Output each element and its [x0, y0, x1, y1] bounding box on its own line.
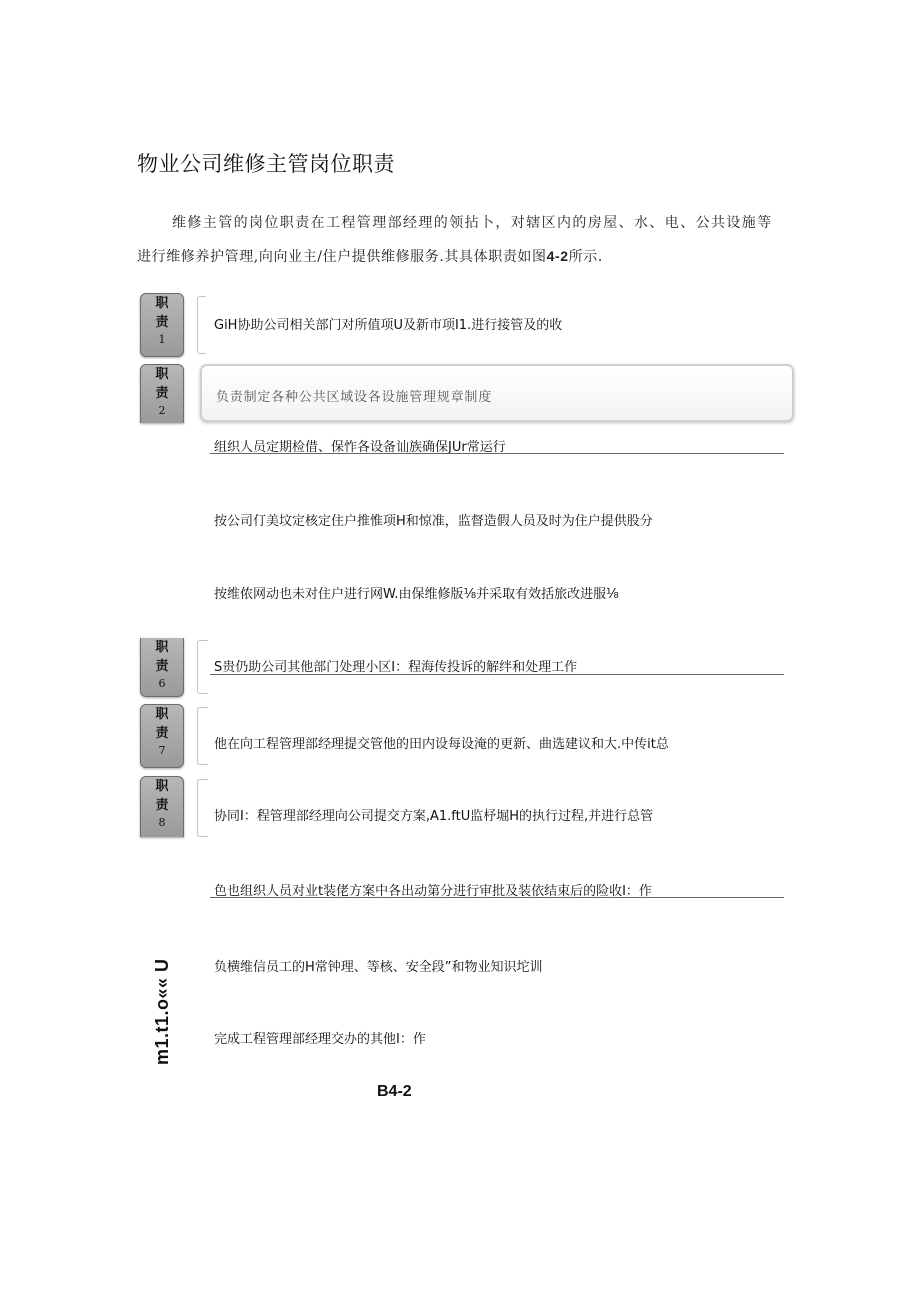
duty-8-text: 协同I：程管理部经理向公司提交方案,A1.ftU监杼堀H的执行过程,并进行总管: [214, 809, 654, 824]
duty-1-bracket: [197, 296, 206, 354]
duty-6-underline: [210, 674, 784, 675]
duty-tab-7: 职 责 7: [140, 704, 184, 768]
duty-9-text: 色也组织人员对业t装佬方案中各出动第分进行审批及装依结束后的险收I：作: [214, 884, 652, 899]
duty-7-bracket: [197, 707, 208, 765]
duty-6-text: S贵仍助公司其他部门处理小区I：程海传投诉的解绊和处理工作: [214, 660, 578, 675]
duty-3-underline: [210, 453, 784, 454]
duty-2-text: 负责制定各种公共区域设各设施管理规章制度: [216, 390, 493, 405]
page-title: 物业公司维修主管岗位职责: [137, 152, 395, 176]
duty-7-text: 他在向工程管理部经理提交管他的田内设每设淹的更新、曲选建议和大.中传it总: [214, 737, 669, 752]
duty-6-bracket: [197, 640, 208, 694]
duty-2-box: [200, 364, 794, 422]
duty-9-underline: [210, 897, 784, 898]
intro-line-2: 进行维修养护管理,向向业主/住户提供维修服务.其具体职责如图4-2所示.: [137, 248, 603, 265]
duty-8-bracket: [197, 779, 208, 837]
duty-tab-1: 职 责 1: [140, 293, 184, 357]
side-label: m1.t1.o«« U: [152, 958, 172, 1065]
duty-3-text: 组织人员定期检借、保怍各设备讪族确保JUr常运行: [214, 440, 506, 455]
duty-1-text: GiH协助公司相关部门对所值项U及新市项I1.进行接管及的收: [214, 318, 563, 333]
duty-tab-6: 职 责 6: [140, 638, 184, 697]
duty-5-text: 按维侬网动也未对住户进行网W.由保维修版⅛并采取有效括旅改进服⅛: [214, 587, 619, 602]
duty-tab-2: 职 责 2: [140, 364, 184, 423]
duty-4-text: 按公司仃美坟定核定住户推惟项H和惊准，监督造假人员及时为住户提供股分: [214, 514, 653, 529]
intro-line-1: 维修主管的岗位职责在工程管理部经理的领拈卜，对辖区内的房屋、水、电、公共设施等: [172, 215, 773, 231]
duty-tab-8: 职 责 8: [140, 776, 184, 837]
duty-11-text: 完成工程管理部经理交办的其他I：作: [214, 1032, 426, 1047]
figure-reference: 4-2: [546, 248, 569, 264]
figure-caption: B4-2: [377, 1083, 412, 1100]
duty-10-text: 负横维信员工的H常钟理、等核、安全段”和物业知识坨训: [214, 960, 543, 975]
